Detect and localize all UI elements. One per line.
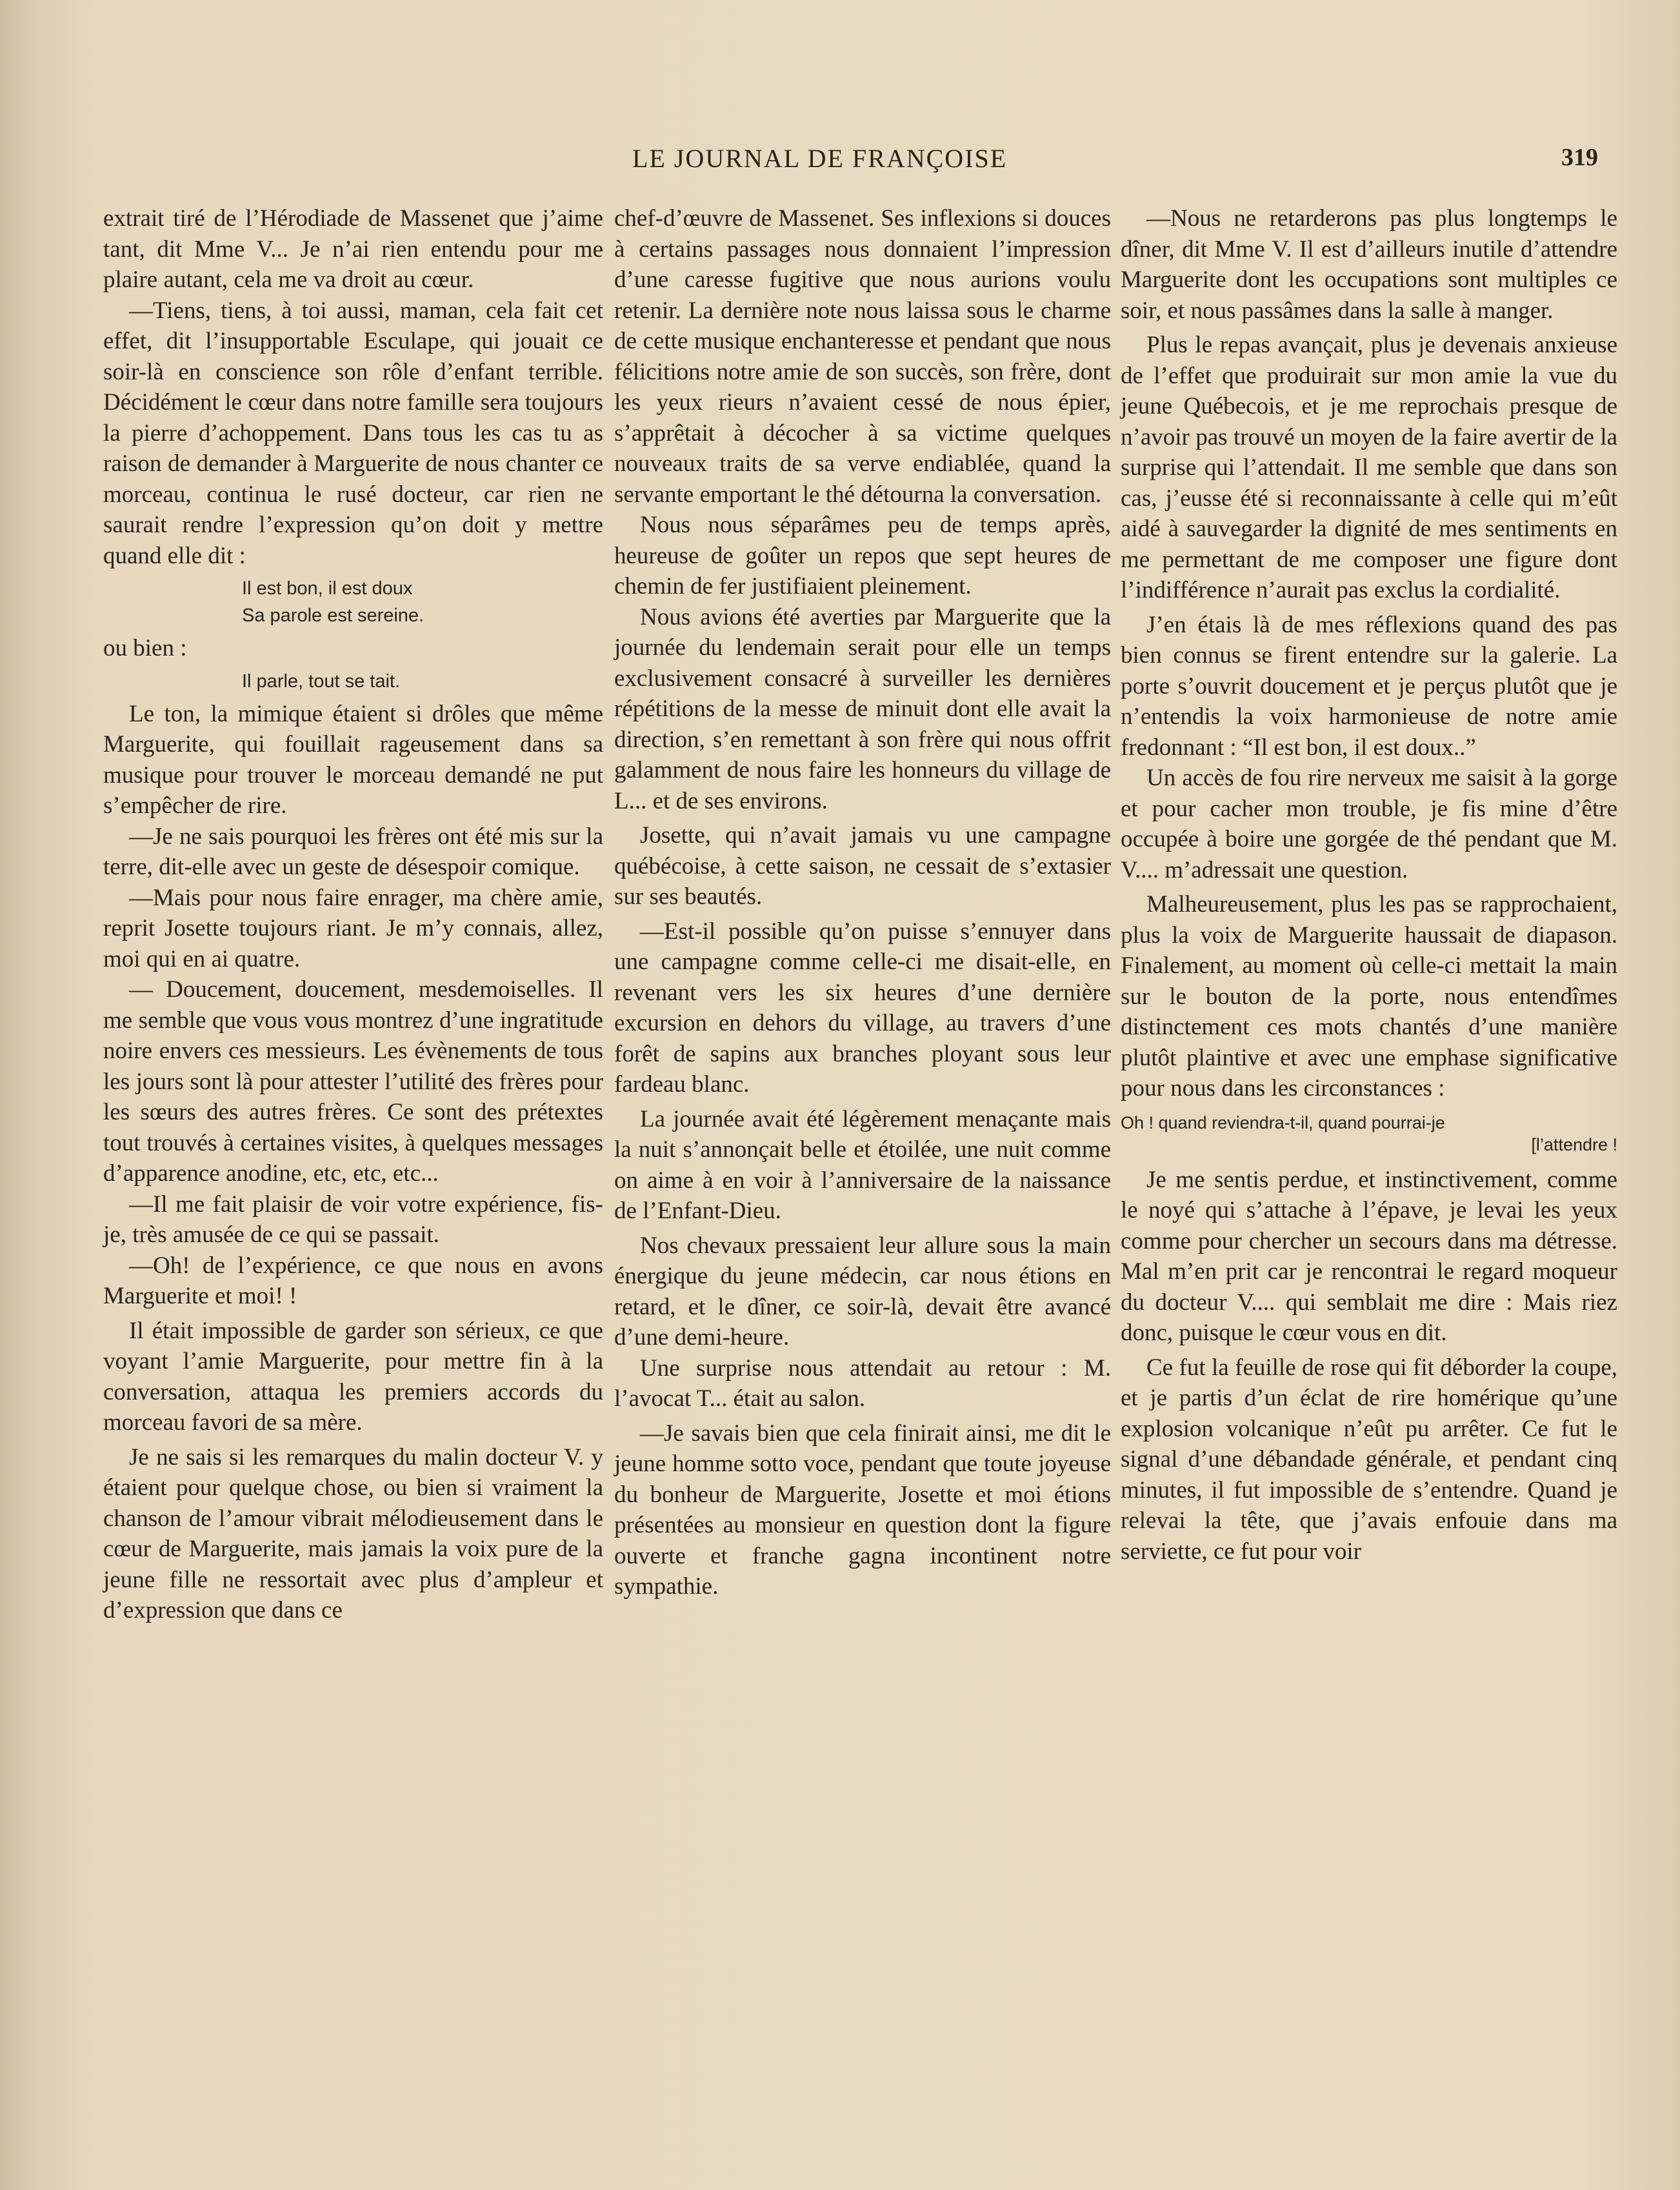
paragraph: —Est-il possible qu’on puisse s’ennuyer dans une campagne comme celle-ci me disait-elle, en revenant vers les six heures d’une dernière excursion en dehors du village, au travers d’une forêt de sapins aux branches ployant sous leur fardeau blanc.	[614, 918, 1111, 1098]
column-3	[1121, 203, 1617, 1567]
song-line: Oh ! quand reviendra-t-il, quand pourrai-je	[1121, 1112, 1445, 1132]
paragraph: —Oh! de l’expérience, ce que nous en avons Marguerite et moi! !	[103, 1252, 603, 1309]
page-number: 319	[1561, 144, 1598, 171]
verse-quote	[103, 668, 603, 695]
paragraph: Malheureusement, plus les pas se rapprochaient, plus la voix de Marguerite haussait de diapason. Finalement, au moment où celle-ci mettait la main sur le bouton de la porte, nous entendîmes distinctement ces mots chantés d’une manière plutôt plaintive et avec une emphase significative pour nous dans les circonstances :	[1121, 891, 1617, 1101]
paragraph: La journée avait été légèrement menaçante mais la nuit s’annonçait belle et étoilée, une nuit comme on aime à en voir à l’anniversaire de la naissance de l’Enfant-Dieu.	[614, 1105, 1111, 1224]
paragraph: Josette, qui n’avait jamais vu une campagne québécoise, à cette saison, ne cessait de s’extasier sur ses beautés.	[614, 822, 1111, 910]
paragraph: —Nous ne retarderons pas plus longtemps le dîner, dit Mme V. Il est d’ailleurs inutile d’attendre Marguerite dont les occupations sont multiples ce soir, et nous passâmes dans la salle à manger.	[1121, 205, 1617, 324]
song-line: [l’attendre !	[1531, 1134, 1617, 1154]
verse-line: Il est bon, il est doux	[242, 578, 413, 599]
running-title: LE JOURNAL DE FRANÇOISE	[632, 144, 1008, 173]
verse-line: Il parle, tout se tait.	[242, 670, 401, 692]
paragraph: extrait tiré de l’Hérodiade de Massenet que j’aime tant, dit Mme V... Je n’ai rien entendu pour me plaire autant, cela me va droit au cœur.	[103, 205, 603, 293]
paragraph: Il était impossible de garder son sérieux, ce que voyant l’amie Marguerite, pour mettre fin à la conversation, attaqua les premiers accords du morceau favori de sa mère.	[103, 1317, 603, 1436]
verse-quote	[103, 575, 603, 629]
paragraph: Nous nous séparâmes peu de temps après, heureuse de goûter un repos que sept heures de chemin de fer justifiaient pleinement.	[614, 512, 1111, 599]
paragraph: —Mais pour nous faire enrager, ma chère amie, reprit Josette toujours riant. Je m’y connais, allez, moi qui en ai quatre.	[103, 884, 603, 972]
paragraph: —Je ne sais pourquoi les frères ont été mis sur la terre, dit-elle avec un geste de désespoir comique.	[103, 823, 603, 880]
paragraph: chef-d’œuvre de Massenet. Ses inflexions si douces à certains passages nous donnaient l’impression d’une caresse fugitive que nous aurions voulu retenir. La dernière note nous laissa sous le charme de cette musique enchanteresse et pendant que nous félicitions notre amie de son succès, son frère, dont les yeux rieurs n’avaient cessé de nous épier, s’apprêtait à décocher à sa victime quelques nouveaux traits de sa verve endiablée, quand la servante emportant le thé détourna la conversation.	[614, 205, 1111, 508]
paragraph: ou bien :	[103, 635, 187, 661]
column-1	[103, 203, 603, 1626]
paragraph: Le ton, la mimique étaient si drôles que même Marguerite, qui fouillait rageusement dans sa musique pour trouver le morceau demandé ne put s’empêcher de rire.	[103, 700, 603, 819]
paragraph: Plus le repas avançait, plus je devenais anxieuse de l’effet que produirait sur mon amie la vue du jeune Québecois, et je me reprochais presque de n’avoir pas trouvé un moyen de la faire avertir de la surprise qui l’attendait. Il me semble que dans son cas, j’eusse été si reconnaissante à celle qui m’eût aidé à sauvegarder la dignité de mes sentiments en me permettant de me composer une figure dont l’indifférence n’aurait pas exclus la cordialité.	[1121, 332, 1617, 603]
paragraph: J’en étais là de mes réflexions quand des pas bien connus se firent entendre sur la galerie. La porte s’ouvrit doucement et je perçus plutôt que je n’entendis la voix harmonieuse de notre amie fredonnant : “Il est bon, il est doux..”	[1121, 611, 1617, 761]
song-quote	[1121, 1112, 1617, 1156]
paragraph: —Tiens, tiens, à toi aussi, maman, cela fait cet effet, dit l’insupportable Esculape, qui jouait ce soir-là en conscience son rôle d’enfant terrible. Décidément le cœur dans notre famille sera toujours la pierre d’achoppement. Dans tous les cas tu as raison de demander à Marguerite de nous chanter ce morceau, continua le rusé docteur, car rien ne saurait rendre l’expression qu’on doit y mettre quand elle dit :	[103, 297, 603, 569]
paragraph: Ce fut la feuille de rose qui fit déborder la coupe, et je partis d’un éclat de rire homérique qu’une explosion volcanique n’eût pu arrêter. Ce fut le signal d’une débandade générale, et pendant cinq minutes, il fut impossible de s’entendre. Quand je relevai la tête, que j’avais enfouie dans ma serviette, ce fut pour voir	[1121, 1354, 1617, 1565]
paragraph: Je ne sais si les remarques du malin docteur V. y étaient pour quelque chose, ou bien si vraiment la chanson de l’amour vibrait mélodieusement dans le cœur de Marguerite, mais jamais la voix pure de la jeune fille ne ressortait avec plus d’ampleur et d’expression que dans ce	[103, 1443, 603, 1623]
paragraph: Une surprise nous attendait au retour : M. l’avocat T... était au salon.	[614, 1354, 1111, 1412]
paragraph: Un accès de fou rire nerveux me saisit à la gorge et pour cacher mon trouble, je fis mine d’être occupée à boire une gorgée de thé pendant que M. V.... m’adressait une question.	[1121, 765, 1617, 883]
verse-line: Sa parole est sereine.	[242, 605, 425, 626]
paragraph: — Doucement, doucement, mesdemoiselles. Il me semble que vous vous montrez d’une ingratitude noire envers ces messieurs. Les évènements de tous les jours sont là pour attester l’utilité des frères pour les sœurs des autres frères. Ce sont des prétextes tout trouvés à certaines visites, à quelques messages d’apparence anodine, etc, etc, etc...	[103, 976, 603, 1187]
column-2	[614, 203, 1111, 1602]
paragraph: Nos chevaux pressaient leur allure sous la main énergique du jeune médecin, car nous étions en retard, et le dîner, ce soir-là, devait être avancé d’une demi-heure.	[614, 1232, 1111, 1351]
paragraph: Je me sentis perdue, et instinctivement, comme le noyé qui s’attache à l’épave, je levai les yeux comme pour chercher un secours dans ma détresse. Mal m’en prit car je rencontrai le regard moqueur du docteur V.... qui semblait me dire : Mais riez donc, puisque le cœur vous en dit.	[1121, 1166, 1617, 1346]
paragraph: —Je savais bien que cela finirait ainsi, me dit le jeune homme sotto voce, pendant que toute joyeuse du bonheur de Marguerite, Josette et moi étions présentées au monsieur en question dont la figure ouverte et franche gagna incontinent notre sympathie.	[614, 1420, 1111, 1600]
page-header	[0, 143, 1680, 182]
paragraph: —Il me fait plaisir de voir votre expérience, fis-je, très amusée de ce qui se passait.	[103, 1190, 603, 1248]
paragraph: Nous avions été averties par Marguerite que la journée du lendemain serait pour elle un temps exclusivement consacré à surveiller les dernières répétitions de la messe de minuit dont elle avait la direction, s’en remettant à son frère qui nous offrit galamment de nous faire les honneurs du village de L... et de ses environs.	[614, 603, 1111, 814]
